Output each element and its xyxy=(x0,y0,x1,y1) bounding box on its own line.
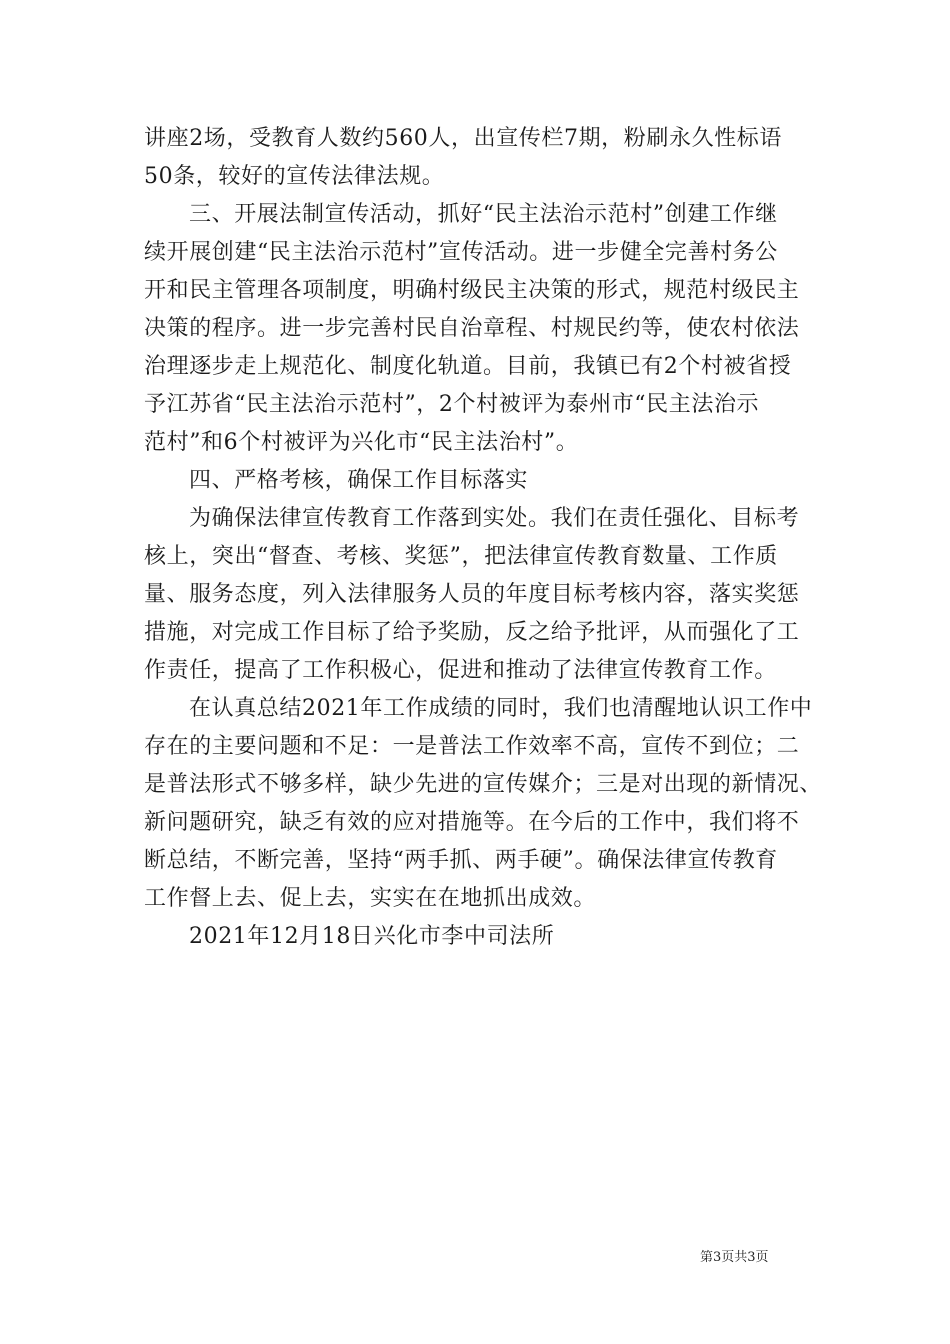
text-line: 为确保法律宣传教育工作落到实处。我们在责任强化、目标考 xyxy=(189,506,800,531)
text-line: 续开展创建“民主法治示范村”宣传活动。进一步健全完善村务公 xyxy=(144,240,778,265)
text-line: 是普法形式不够多样，缺少先进的宣传媒介；三是对出现的新情况、 xyxy=(144,772,823,797)
text-line: 范村”和6个村被评为兴化市“民主法治村”。 xyxy=(144,430,579,455)
text-line: 量、服务态度，列入法律服务人员的年度目标考核内容，落实奖惩 xyxy=(144,582,800,607)
section-heading-three: 三、开展法制宣传活动，抓好“民主法治示范村”创建工作继 xyxy=(189,202,778,227)
text-line: 在认真总结2021年工作成绩的同时，我们也清醒地认识工作中 xyxy=(189,696,813,721)
text-line: 50条，较好的宣传法律法规。 xyxy=(144,164,445,189)
text-line: 决策的程序。进一步完善村民自治章程、村规民约等，使农村依法 xyxy=(144,316,800,341)
text-line: 新问题研究，缺乏有效的应对措施等。在今后的工作中，我们将不 xyxy=(144,810,800,835)
signature-date-line: 2021年12月18日兴化市李中司法所 xyxy=(189,924,555,949)
text-line: 讲座2场，受教育人数约560人，出宣传栏7期，粉刷永久性标语 xyxy=(144,126,782,151)
section-heading-four: 四、严格考核，确保工作目标落实 xyxy=(189,468,529,493)
text-line: 作责任，提高了工作积极心，促进和推动了法律宣传教育工作。 xyxy=(144,658,777,683)
text-line: 核上，突出“督查、考核、奖惩”，把法律宣传教育数量、工作质 xyxy=(144,544,778,569)
text-line: 治理逐步走上规范化、制度化轨道。目前，我镇已有2个村被省授 xyxy=(144,354,792,379)
text-line: 措施，对完成工作目标了给予奖励，反之给予批评，从而强化了工 xyxy=(144,620,800,645)
text-line: 工作督上去、促上去，实实在在地抓出成效。 xyxy=(144,886,597,911)
text-line: 开和民主管理各项制度，明确村级民主决策的形式，规范村级民主 xyxy=(144,278,800,303)
text-line: 存在的主要问题和不足：一是普法工作效率不高，宣传不到位；二 xyxy=(144,734,800,759)
page-number: 第3页共3页 xyxy=(700,1250,769,1265)
text-line: 予江苏省“民主法治示范村”，2个村被评为泰州市“民主法治示 xyxy=(144,392,760,417)
text-line: 断总结，不断完善，坚持“两手抓、两手硬”。确保法律宣传教育 xyxy=(144,848,778,873)
